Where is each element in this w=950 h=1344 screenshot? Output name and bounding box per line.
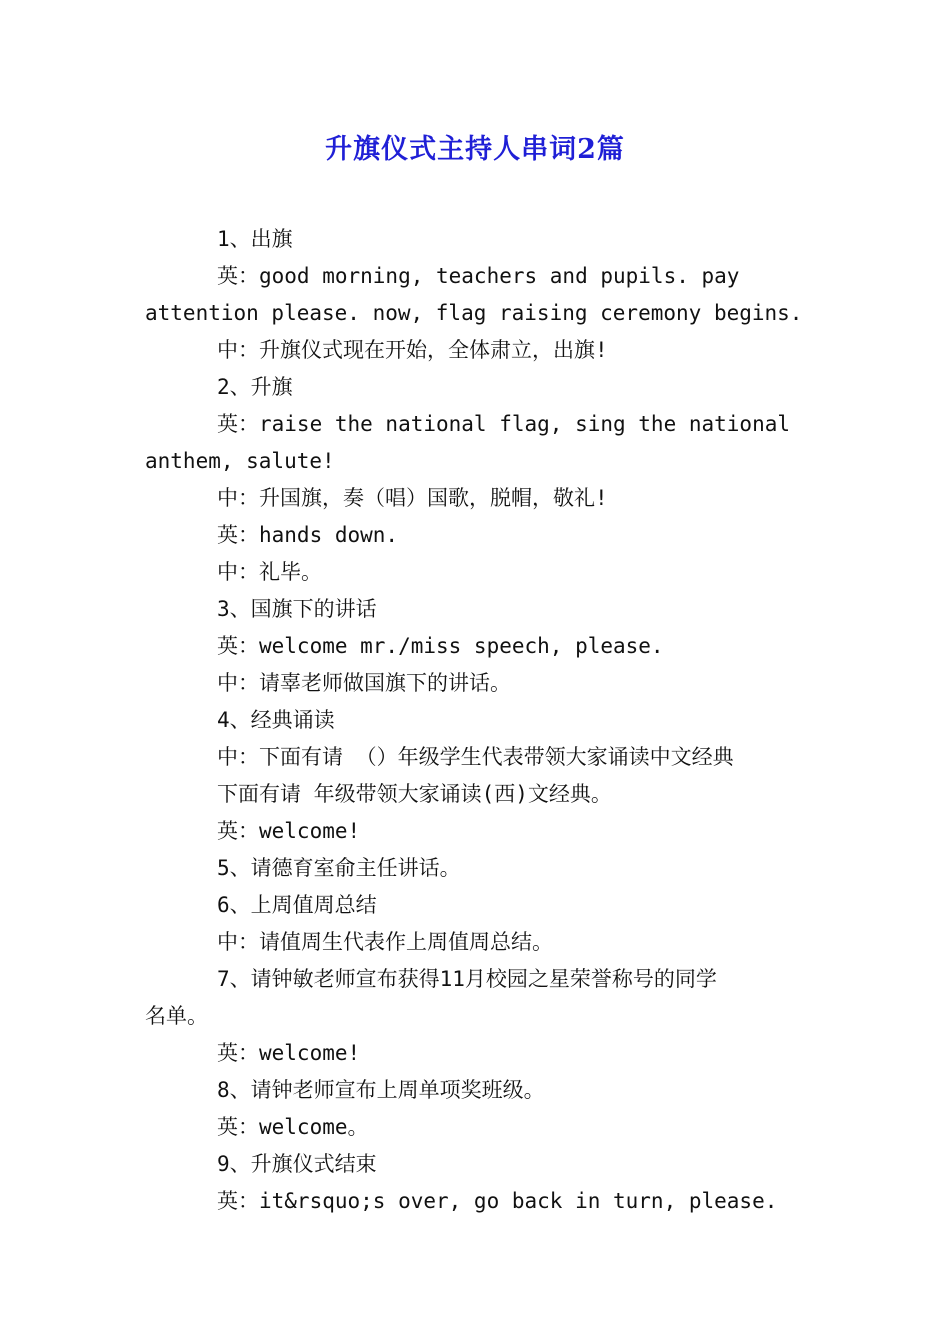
text-line: 6、上周值周总结	[217, 893, 377, 917]
text-line: 中：请辜老师做国旗下的讲话。	[217, 671, 511, 695]
text-line: anthem, salute!	[145, 449, 335, 473]
text-line: attention please. now, flag raising ceremony begins.	[145, 301, 803, 325]
text-line: 9、升旗仪式结束	[217, 1152, 377, 1176]
text-line: 7、请钟敏老师宣布获得11月校园之星荣誉称号的同学	[217, 967, 717, 991]
text-line: 8、请钟老师宣布上周单项奖班级。	[217, 1078, 545, 1102]
text-line: 中：下面有请 （）年级学生代表带领大家诵读中文经典	[217, 745, 734, 769]
text-line: 名单。	[145, 1004, 208, 1028]
text-line: 英：good morning, teachers and pupils. pay	[217, 264, 740, 288]
text-line: 英：welcome。	[217, 1115, 369, 1139]
document-title: 升旗仪式主持人串词2篇	[325, 134, 625, 165]
text-line: 中：请值周生代表作上周值周总结。	[217, 930, 553, 954]
text-line: 英：hands down.	[217, 523, 399, 547]
text-line: 中：升国旗，奏（唱）国歌，脱帽，敬礼!	[217, 486, 608, 510]
text-line: 3、国旗下的讲话	[217, 597, 377, 621]
text-line: 下面有请 年级带领大家诵读(西)文经典。	[217, 782, 612, 806]
text-line: 英：it&rsquo;s over, go back in turn, please.	[217, 1189, 778, 1213]
text-line: 2、升旗	[217, 375, 293, 399]
text-line: 4、经典诵读	[217, 708, 335, 732]
text-line: 1、出旗	[217, 227, 293, 251]
text-line: 中：升旗仪式现在开始，全体肃立，出旗!	[217, 338, 608, 362]
text-line: 英：welcome!	[217, 1041, 361, 1065]
text-line: 中：礼毕。	[217, 560, 322, 584]
text-line: 5、请德育室俞主任讲话。	[217, 856, 461, 880]
document-body	[145, 221, 810, 1220]
text-line: 英：welcome!	[217, 819, 361, 843]
text-line: 英：raise the national flag, sing the national	[217, 412, 791, 436]
text-line: 英：welcome mr./miss speech, please.	[217, 634, 664, 658]
